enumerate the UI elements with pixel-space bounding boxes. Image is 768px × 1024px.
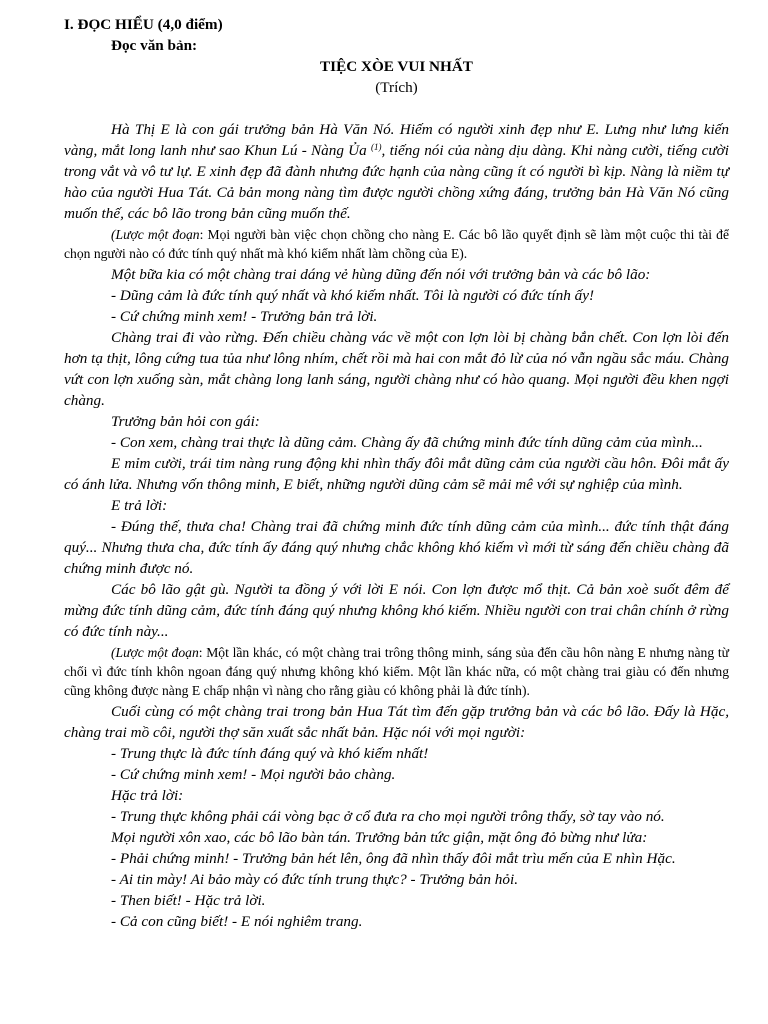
paragraph-19: - Ai tin mày! Ai bảo mày có đức tính trung thực? - Trưởng bản hỏi. <box>111 871 518 888</box>
paragraph-15: Hặc trả lời: <box>111 787 184 804</box>
paragraph-6: Trưởng bản hỏi con gái: <box>111 413 260 430</box>
omission-note-1-text: : Mọi người bàn việc chọn chồng cho nàng E. Các bô lão quyết định sẽ làm một cuộc thi tài để chọn người nào có đức tính quý nhất mà khó kiếm nhất làm chồng của E). <box>64 227 730 261</box>
paragraph-5: Chàng trai đi vào rừng. Đến chiều chàng vác về một con lợn lòi bị chàng bắn chết. Con lợn lòi đến hơn tạ thịt, lông cứng tua tủa như lông nhím, chết rồi mà hai con mắt đỏ lừ của nó vẫn ngầu sắc máu. Chàng vứt con lợn xuống sàn, mắt chàng long lanh sáng, người chàng như có hào quang. Mọi người đều khen ngợi chàng. <box>64 329 729 409</box>
paragraph-18: - Phải chứng minh! - Trưởng bản hét lên, ông đã nhìn thấy đôi mắt trìu mến của E nhìn Hặc. <box>111 850 676 867</box>
paragraph-21: - Cả con cũng biết! - E nói nghiêm trang. <box>111 913 363 930</box>
paragraph-13: - Trung thực là đức tính đáng quý và khó kiếm nhất! <box>111 745 429 762</box>
omission-note-2-label: (Lược một đoạn <box>111 645 199 660</box>
omission-note-1 <box>64 225 729 263</box>
read-label: Đọc văn bản: <box>111 37 198 54</box>
paragraph-4: - Cứ chứng minh xem! - Trưởng bản trả lời. <box>111 308 378 325</box>
paragraph-1 <box>64 119 729 224</box>
paragraph-12: Cuối cùng có một chàng trai trong bản Hua Tát tìm đến gặp trưởng bản và các bô lão. Đấy là Hặc, chàng trai mồ côi, người thợ săn xuất sắc nhất bản. Hặc nói với mọi người: <box>64 703 729 741</box>
story-title: TIỆC XÒE VUI NHẤT <box>320 58 473 75</box>
paragraph-17: Mọi người xôn xao, các bô lão bàn tán. Trưởng bản tức giận, mặt ông đỏ bừng như lửa: <box>111 829 648 846</box>
spacer <box>64 98 729 119</box>
paragraph-3: - Dũng cảm là đức tính quý nhất và khó kiếm nhất. Tôi là người có đức tính ấy! <box>111 287 595 304</box>
paragraph-9: E trả lời: <box>111 497 168 514</box>
paragraph-7: - Con xem, chàng trai thực là dũng cảm. Chàng ấy đã chứng minh đức tính dũng cảm của mình... <box>111 434 703 451</box>
paragraph-1-text-b: , tiếng nói của nàng dịu dàng. Khi nàng cười, tiếng cười trong vắt và vô tư lự. E xinh đẹp đã đành nhưng đức hạnh của nàng cũng ít có người bì kịp. Nàng là niềm tự hào của người Hua Tát. Cả bản mong nàng tìm được người chồng xứng đáng, trưởng bản Hà Văn Nó cũng muốn thế, các bô lão trong bản cũng muốn thế. <box>64 142 730 222</box>
story-subtitle: (Trích) <box>375 79 418 96</box>
paragraph-2: Một bữa kia có một chàng trai dáng vẻ hùng dũng đến nói với trưởng bản và các bô lão: <box>111 266 651 283</box>
omission-note-2-text: : Một lần khác, có một chàng trai trông thông minh, sáng sủa đến cầu hôn nàng E nhưng nàng từ chối vì đức tính khôn ngoan đáng quý nhưng không khó kiếm. Một lần khác nữa, có một chàng trai giàu có đến nhưng cũng không được nàng E chấp nhận vì nàng cho rằng giàu có không phải là đức tính). <box>64 645 729 698</box>
omission-note-2 <box>64 643 729 700</box>
paragraph-11: Các bô lão gật gù. Người ta đồng ý với lời E nói. Con lợn được mổ thịt. Cả bản xoè suốt đêm để mừng đức tính dũng cảm, đức tính đáng quý nhưng không khó kiếm. Nhiều người con trai chân chính ở rừng có đức tính này... <box>64 581 729 640</box>
omission-note-1-label: (Lược một đoạn <box>111 227 200 242</box>
document-page <box>64 14 729 932</box>
paragraph-14: - Cứ chứng minh xem! - Mọi người bảo chàng. <box>111 766 396 783</box>
paragraph-10: - Đúng thế, thưa cha! Chàng trai đã chứng minh đức tính dũng cảm của mình... đức tính thật đáng quý... Nhưng thưa cha, đức tính ấy đáng quý nhưng chắc không khó kiếm vì mới từ sáng đến chiều chàng đã chứng minh được nó. <box>64 518 729 577</box>
paragraph-1-text-a: Hà Thị E là con gái trưởng bản Hà Văn Nó. Hiếm có người xinh đẹp như E. Lưng như lưng kiến vàng, mắt long lanh như sao Khun Lú - Nàng Ủa <box>64 121 729 159</box>
paragraph-20: - Then biết! - Hặc trả lời. <box>111 892 266 909</box>
paragraph-8: E mỉm cười, trái tim nàng rung động khi nhìn thấy đôi mắt dũng cảm của người cầu hôn. Đôi mắt ấy có ánh lửa. Nhưng vốn thông minh, E biết, những người dũng cảm sẽ mải mê với sự nghiệp của mình. <box>64 455 729 493</box>
paragraph-16: - Trung thực không phải cái vòng bạc ở cổ đưa ra cho mọi người trông thấy, sờ tay vào nó. <box>111 808 665 825</box>
footnote-marker: (1) <box>371 142 382 152</box>
section-heading: I. ĐỌC HIỂU (4,0 điểm) <box>64 16 223 33</box>
